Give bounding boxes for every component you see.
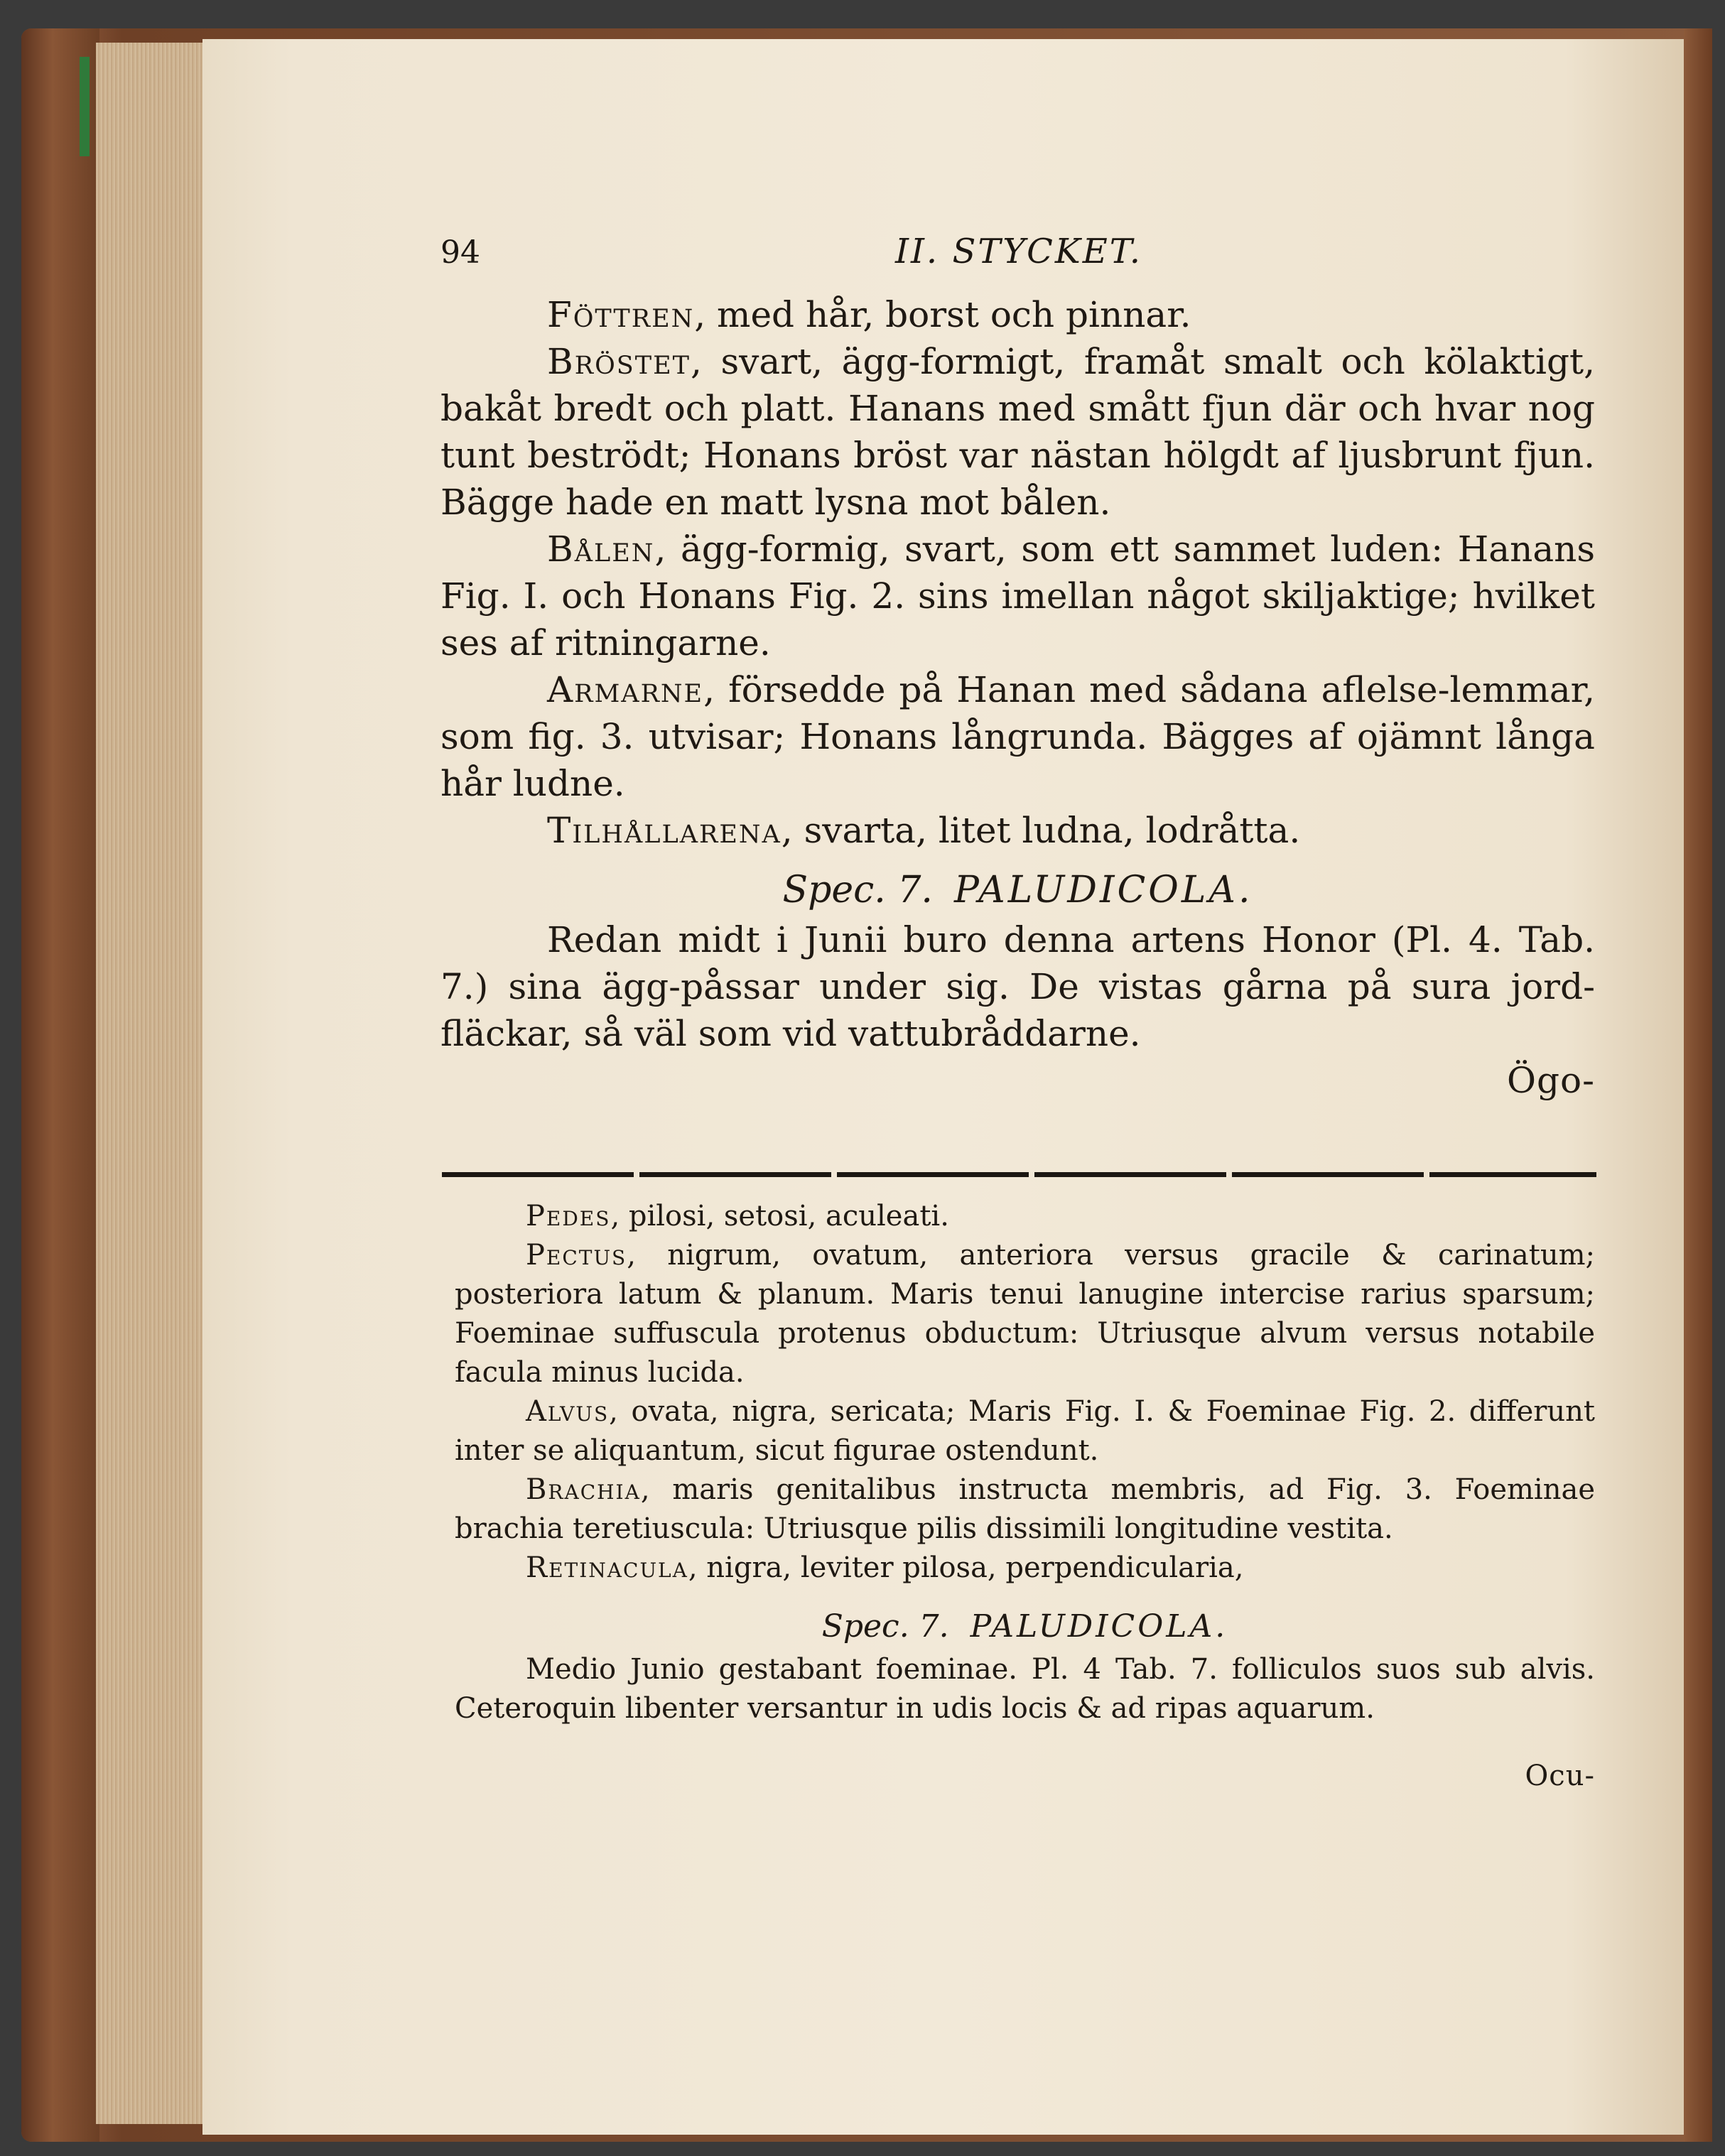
page-number: 94 [440, 234, 480, 271]
latin-species-name: PALUDICOLA. [970, 1608, 1228, 1645]
bookmark-ribbon [80, 57, 90, 156]
text-retainers: , svarta, litet ludna, lodråtta. [781, 810, 1301, 851]
paragraph-species-text [440, 916, 1595, 1057]
latin-text-retainers: , nigra, leviter pilosa, perpendicularia, [688, 1551, 1244, 1584]
book-spine-edge [21, 28, 99, 2142]
page-edges [96, 43, 202, 2124]
term-arms: Armarne [547, 669, 704, 710]
species-label: Spec. 7. [782, 869, 933, 911]
paragraph-arms [440, 666, 1595, 807]
term-chest: Bröstet [547, 341, 691, 382]
term-retainers: Tilhållarena [547, 810, 782, 851]
footnote-rule [442, 1172, 1596, 1177]
species-heading [440, 864, 1595, 916]
latin-text-feet: , pilosi, setosi, aculeati. [610, 1200, 949, 1233]
species-name: PALUDICOLA. [953, 869, 1253, 911]
latin-term-retainers: Retinacula [526, 1551, 688, 1584]
running-head [440, 234, 1606, 284]
latin-paragraph-arms [455, 1470, 1595, 1549]
latin-paragraph-species-text [455, 1650, 1595, 1728]
latin-term-abdomen: Alvus [526, 1395, 610, 1428]
paragraph-retainers [440, 807, 1595, 854]
latin-species-heading [455, 1603, 1595, 1650]
latin-text-chest: , nigrum, ovatum, anteriora versus gracile & carinatum; posteriora latum & planum. Maris tenui lanugine intercise rarius sparsum; Foeminae suffuscula protenus obductum: Utriusque alvum versus notabile facula minus lucida. [455, 1239, 1595, 1389]
latin-paragraph-retainers [455, 1549, 1595, 1588]
text-arms: , försedde på Hanan med sådana aflelse-lemmar, som fig. 3. utvisar; Honans långrunda. Bägges af ojämnt långa hår ludne. [440, 669, 1595, 804]
latin-species-label: Spec. 7. [821, 1608, 949, 1645]
text-chest: , svart, ägg-formigt, framåt smalt och kölaktigt, bakåt bredt och platt. Hanans med smått fjun där och hvar nog tunt beströdt; Honans bröst var nästan hölgdt af ljusbrunt fjun. Bägge hade en matt lysna mot bålen. [440, 341, 1595, 523]
term-feet: Föttren [547, 294, 695, 335]
latin-text-abdomen: , ovata, nigra, sericata; Maris Fig. I. & Foeminae Fig. 2. differunt inter se aliquantum, sicut figurae ostendunt. [455, 1395, 1595, 1467]
paragraph-abdomen [440, 526, 1595, 666]
text-feet: , med hår, borst och pinnar. [694, 294, 1191, 335]
latin-term-feet: Pedes [526, 1200, 611, 1233]
latin-term-chest: Pectus [526, 1239, 627, 1272]
back-cover-edge [1684, 28, 1712, 2142]
swedish-text-block [440, 291, 1595, 1104]
paragraph-feet [440, 291, 1595, 338]
latin-text-block [455, 1197, 1595, 1796]
latin-text-arms: , maris genitalibus instructa membris, ad Fig. 3. Foeminae brachia teretiuscula: Utriusque pilis dissimili longitudine vestita. [455, 1473, 1595, 1545]
catchword: Ögo- [1507, 1060, 1595, 1101]
latin-paragraph-chest [455, 1236, 1595, 1392]
species-text: Redan midt i Junii buro denna artens Honor (Pl. 4. Tab. 7.) sina ägg-påssar under sig. De vistas gårna på sura jord-fläckar, så väl som vid vattubråddarne. [440, 919, 1595, 1054]
paragraph-chest [440, 338, 1595, 526]
term-abdomen: Bålen [547, 529, 655, 570]
latin-term-arms: Brachia [526, 1473, 641, 1506]
running-title: II. STYCKET. [895, 232, 1143, 271]
latin-species-text: Medio Junio gestabant foeminae. Pl. 4 Tab. 7. folliculos suos sub alvis. Ceteroquin libenter versantur in udis locis & ad ripas aquarum. [455, 1653, 1595, 1725]
text-abdomen: , ägg-formig, svart, som ett sammet luden: Hanans Fig. I. och Honans Fig. 2. sins imellan något skiljaktige; hvilket ses af ritningarne. [440, 529, 1595, 663]
latin-catchword: Ocu- [1525, 1760, 1595, 1792]
latin-paragraph-feet [455, 1197, 1595, 1236]
latin-paragraph-abdomen [455, 1392, 1595, 1470]
